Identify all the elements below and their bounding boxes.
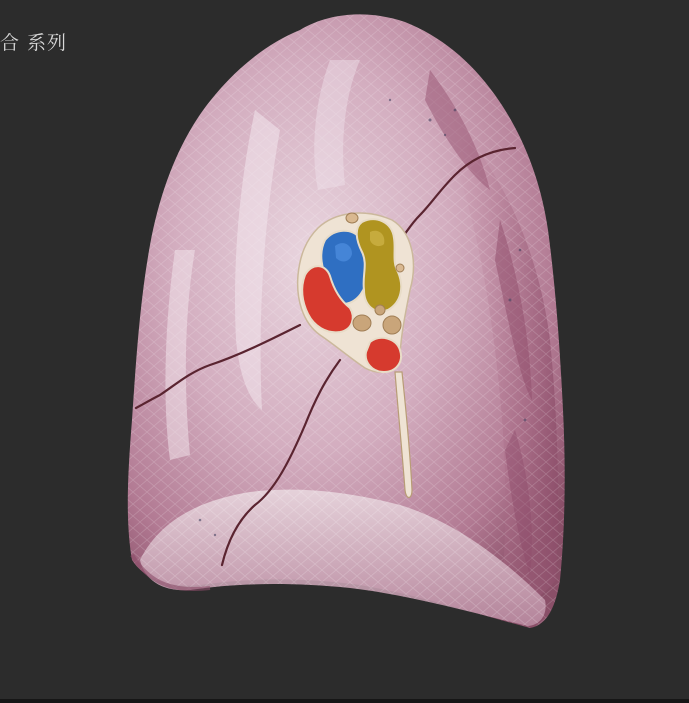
- lymph-node: [396, 264, 404, 272]
- lymph-node: [346, 213, 358, 223]
- bottom-bar: [0, 699, 689, 703]
- lymph-node: [375, 305, 385, 315]
- lymph-node: [353, 315, 371, 331]
- lymph-node: [383, 316, 401, 334]
- inferior-vein-red: [366, 338, 401, 372]
- caption-text: 合 系列: [0, 32, 68, 54]
